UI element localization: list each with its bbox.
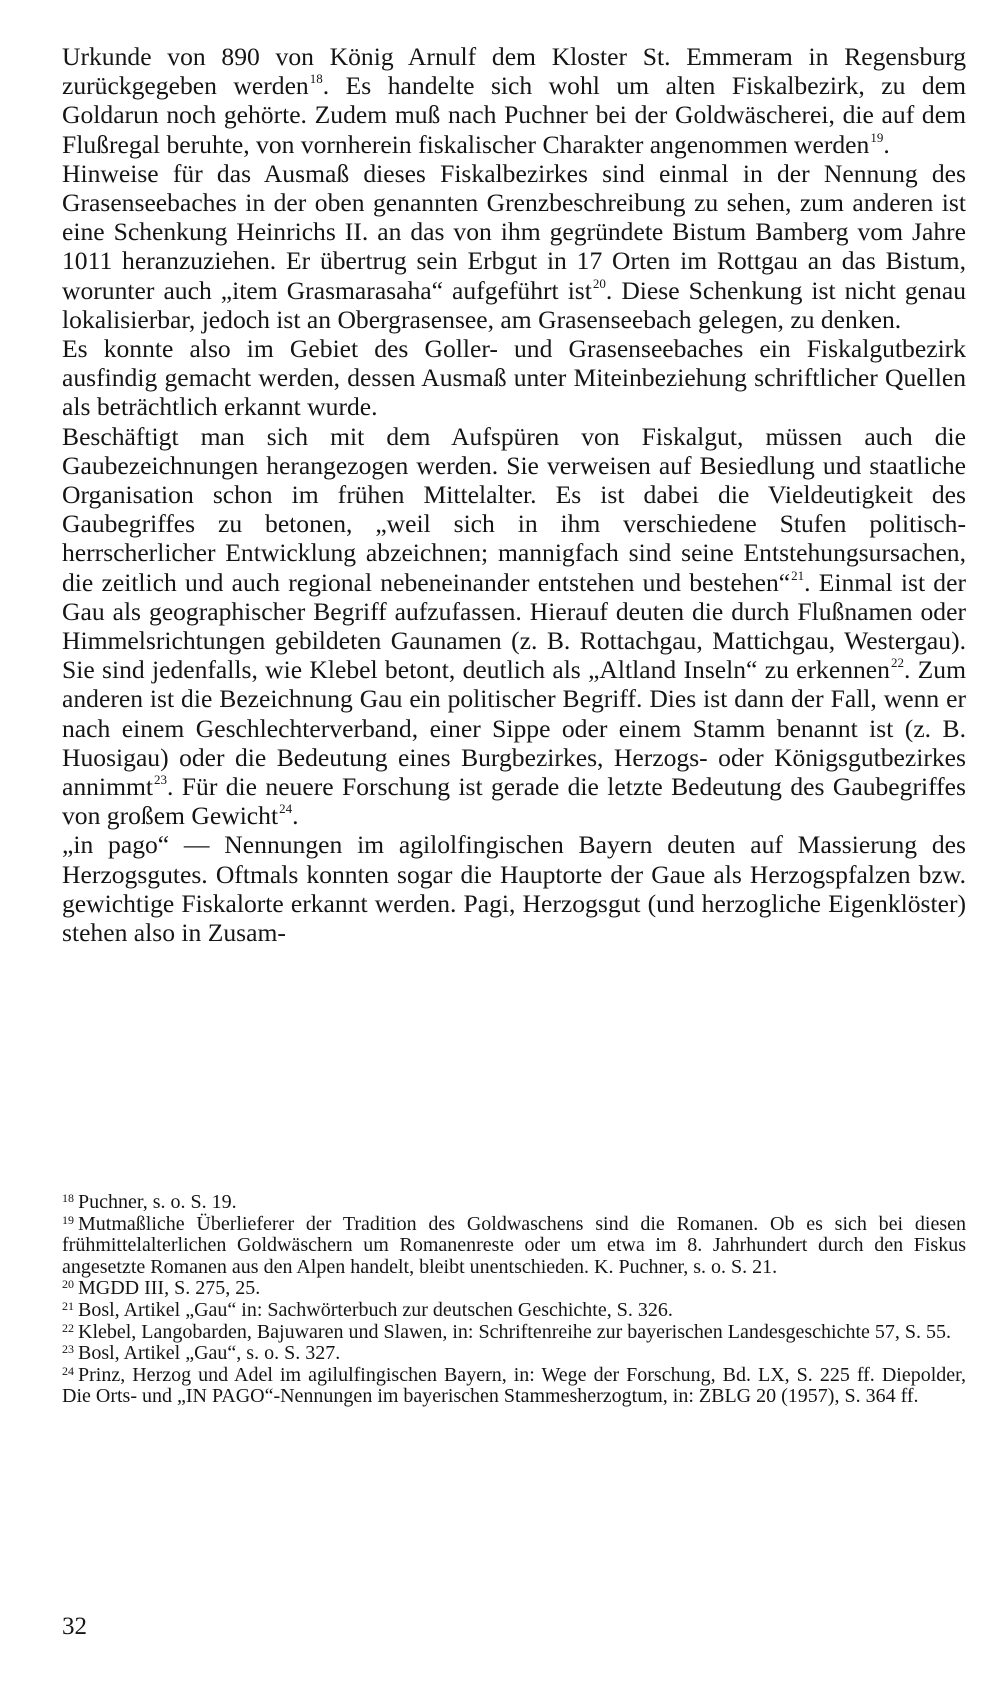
footnote [62, 1322, 966, 1344]
paragraph [62, 334, 966, 422]
footnote-reference[interactable]: 18 [309, 71, 323, 87]
text-run: „in pago“ — Nennungen im agilolfingischen Bayern deuten auf Massierung des Herzogsgutes. Oftmals konnten sogar die Hauptorte der Gaue als Herzogspfalzen bzw. gewichtige Fiskalorte erkannt werden. Pagi, Herzogsgut (und herzogliche Eigenklöster) stehen also in Zusam- [62, 830, 966, 948]
paragraph [62, 830, 966, 947]
footnotes [62, 1192, 966, 1408]
footnote [62, 1300, 966, 1322]
text-run: . Für die neuere Forschung ist gerade die letzte Bedeutung des Gaubegriffes von großem Gewicht [62, 772, 966, 831]
footnote-text: Puchner, s. o. S. 19. [78, 1191, 237, 1213]
footnote [62, 1214, 966, 1279]
text-run: Hinweise für das Ausmaß dieses Fiskalbezirkes sind einmal in der Nennung des Grasenseebaches in der oben genannten Grenzbeschreibung zu sehen, zum anderen ist eine Schenkung Heinrichs II. an das von ihm gegründete Bistum Bamberg vom Jahre 1011 heranzuziehen. Er übertrug sein Erbgut in 17 Orten im Rottgau an das Bistum, worunter auch „item Grasmarasaha“ aufgeführt ist [62, 158, 966, 305]
footnote [62, 1365, 966, 1408]
footnote-text: Klebel, Langobarden, Bajuwaren und Slawen, in: Schriftenreihe zur bayerischen Landesgeschichte 57, S. 55. [78, 1320, 952, 1343]
paragraph [62, 422, 966, 831]
text-run: . Einmal ist der Gau als geographischer Begriff aufzufassen. Hierauf deuten die durch Flußnamen oder Himmelsrichtungen gebildeten Gaunamen (z. B. Rottachgau, Mattichgau, Westergau). Sie sind jedenfalls, wie Klebel betont, deutlich als „Altland Inseln“ zu erkennen [62, 567, 966, 685]
text-run: . [883, 129, 890, 159]
text-run: Es konnte also im Gebiet des Goller- und Grasenseebaches ein Fiskalgutbezirk ausfindig gemacht werden, dessen Ausmaß unter Miteinbeziehung schriftlicher Quellen als beträchtlich erkannt wurde. [62, 334, 966, 422]
footnote-number: 21 [62, 1298, 74, 1313]
footnote-text: Bosl, Artikel „Gau“ in: Sachwörterbuch zur deutschen Geschichte, S. 326. [78, 1298, 673, 1321]
footnote-number: 20 [62, 1277, 74, 1292]
text-run: . Es handelte sich wohl um alten Fiskalbezirk, zu dem Goldarun noch gehörte. Zudem muß nach Puchner bei der Goldwäscherei, die auf dem Flußregal beruhte, von vornherein fiskalischer Charakter angenommen werden [62, 71, 966, 159]
text-run: . [292, 801, 299, 831]
footnote [62, 1192, 966, 1214]
text-run: Urkunde von 890 von König Arnulf dem Kloster St. Emmeram in Regensburg zurückgegeben werden [62, 42, 966, 101]
footnote-reference[interactable]: 22 [890, 655, 904, 671]
footnote-reference[interactable]: 20 [592, 275, 606, 291]
footnote-text: Prinz, Herzog und Adel im agilulfingischen Bayern, in: Wege der Forschung, Bd. LX, S. 225 ff. Diepolder, Die Orts- und „IN PAGO“-Nennungen im bayerischen Stammesherzogtum, in: ZBLG 20 (1957), S. 364 ff. [62, 1363, 966, 1408]
footnote-reference[interactable]: 19 [870, 129, 884, 145]
footnote-reference[interactable]: 24 [279, 801, 293, 817]
text-run: Beschäftigt man sich mit dem Aufspüren von Fiskalgut, müssen auch die Gaubezeichnungen herangezogen werden. Sie verweisen auf Besiedlung und staatliche Organisation schon im frühen Mittelalter. Es ist dabei die Vieldeutigkeit des Gaubegriffes zu betonen, „weil sich in ihm verschiedene Stufen politisch-herrscherlicher Entwicklung abzeichnen; mannigfach sind seine Entstehungsursachen, die zeitlich und auch regional nebeneinander entstehen und bestehen“ [62, 421, 966, 597]
footnote-number: 19 [62, 1212, 74, 1227]
footnote-reference[interactable]: 23 [154, 772, 167, 788]
paragraph [62, 42, 966, 159]
paragraph [62, 159, 966, 334]
page-number: 32 [62, 1613, 87, 1640]
footnote [62, 1343, 966, 1365]
footnote-number: 22 [62, 1320, 74, 1335]
body-text [62, 42, 966, 947]
footnote-number: 24 [62, 1363, 74, 1378]
footnote-text: MGDD III, S. 275, 25. [78, 1277, 261, 1300]
footnote-number: 23 [62, 1342, 74, 1357]
page [62, 42, 966, 947]
footnote-reference[interactable]: 21 [791, 567, 805, 583]
text-run: . Diese Schenkung ist nicht genau lokalisierbar, jedoch ist an Obergrasensee, am Grasenseebach gelegen, zu denken. [62, 275, 966, 334]
text-run: . Zum anderen ist die Bezeichnung Gau ein politischer Begriff. Dies ist dann der Fall, wenn er nach einem Geschlechterverband, einer Sippe oder einem Stamm benannt ist (z. B. Huosigau) oder die Bedeutung eines Burgbezirkes, Herzogs- oder Königsgutbezirkes annimmt [62, 655, 966, 802]
footnote-text: Mutmaßliche Überlieferer der Tradition des Goldwaschens sind die Romanen. Ob es sich bei diesen frühmittelalterlichen Goldwäschern um Romanenreste oder um etwa im 8. Jahrhundert durch den Fiskus angesetzte Romanen aus den Alpen handelt, bleibt unentschieden. K. Puchner, s. o. S. 21. [62, 1212, 966, 1278]
footnote-number: 18 [62, 1191, 74, 1205]
footnote [62, 1278, 966, 1300]
footnote-text: Bosl, Artikel „Gau“, s. o. S. 327. [78, 1342, 341, 1365]
